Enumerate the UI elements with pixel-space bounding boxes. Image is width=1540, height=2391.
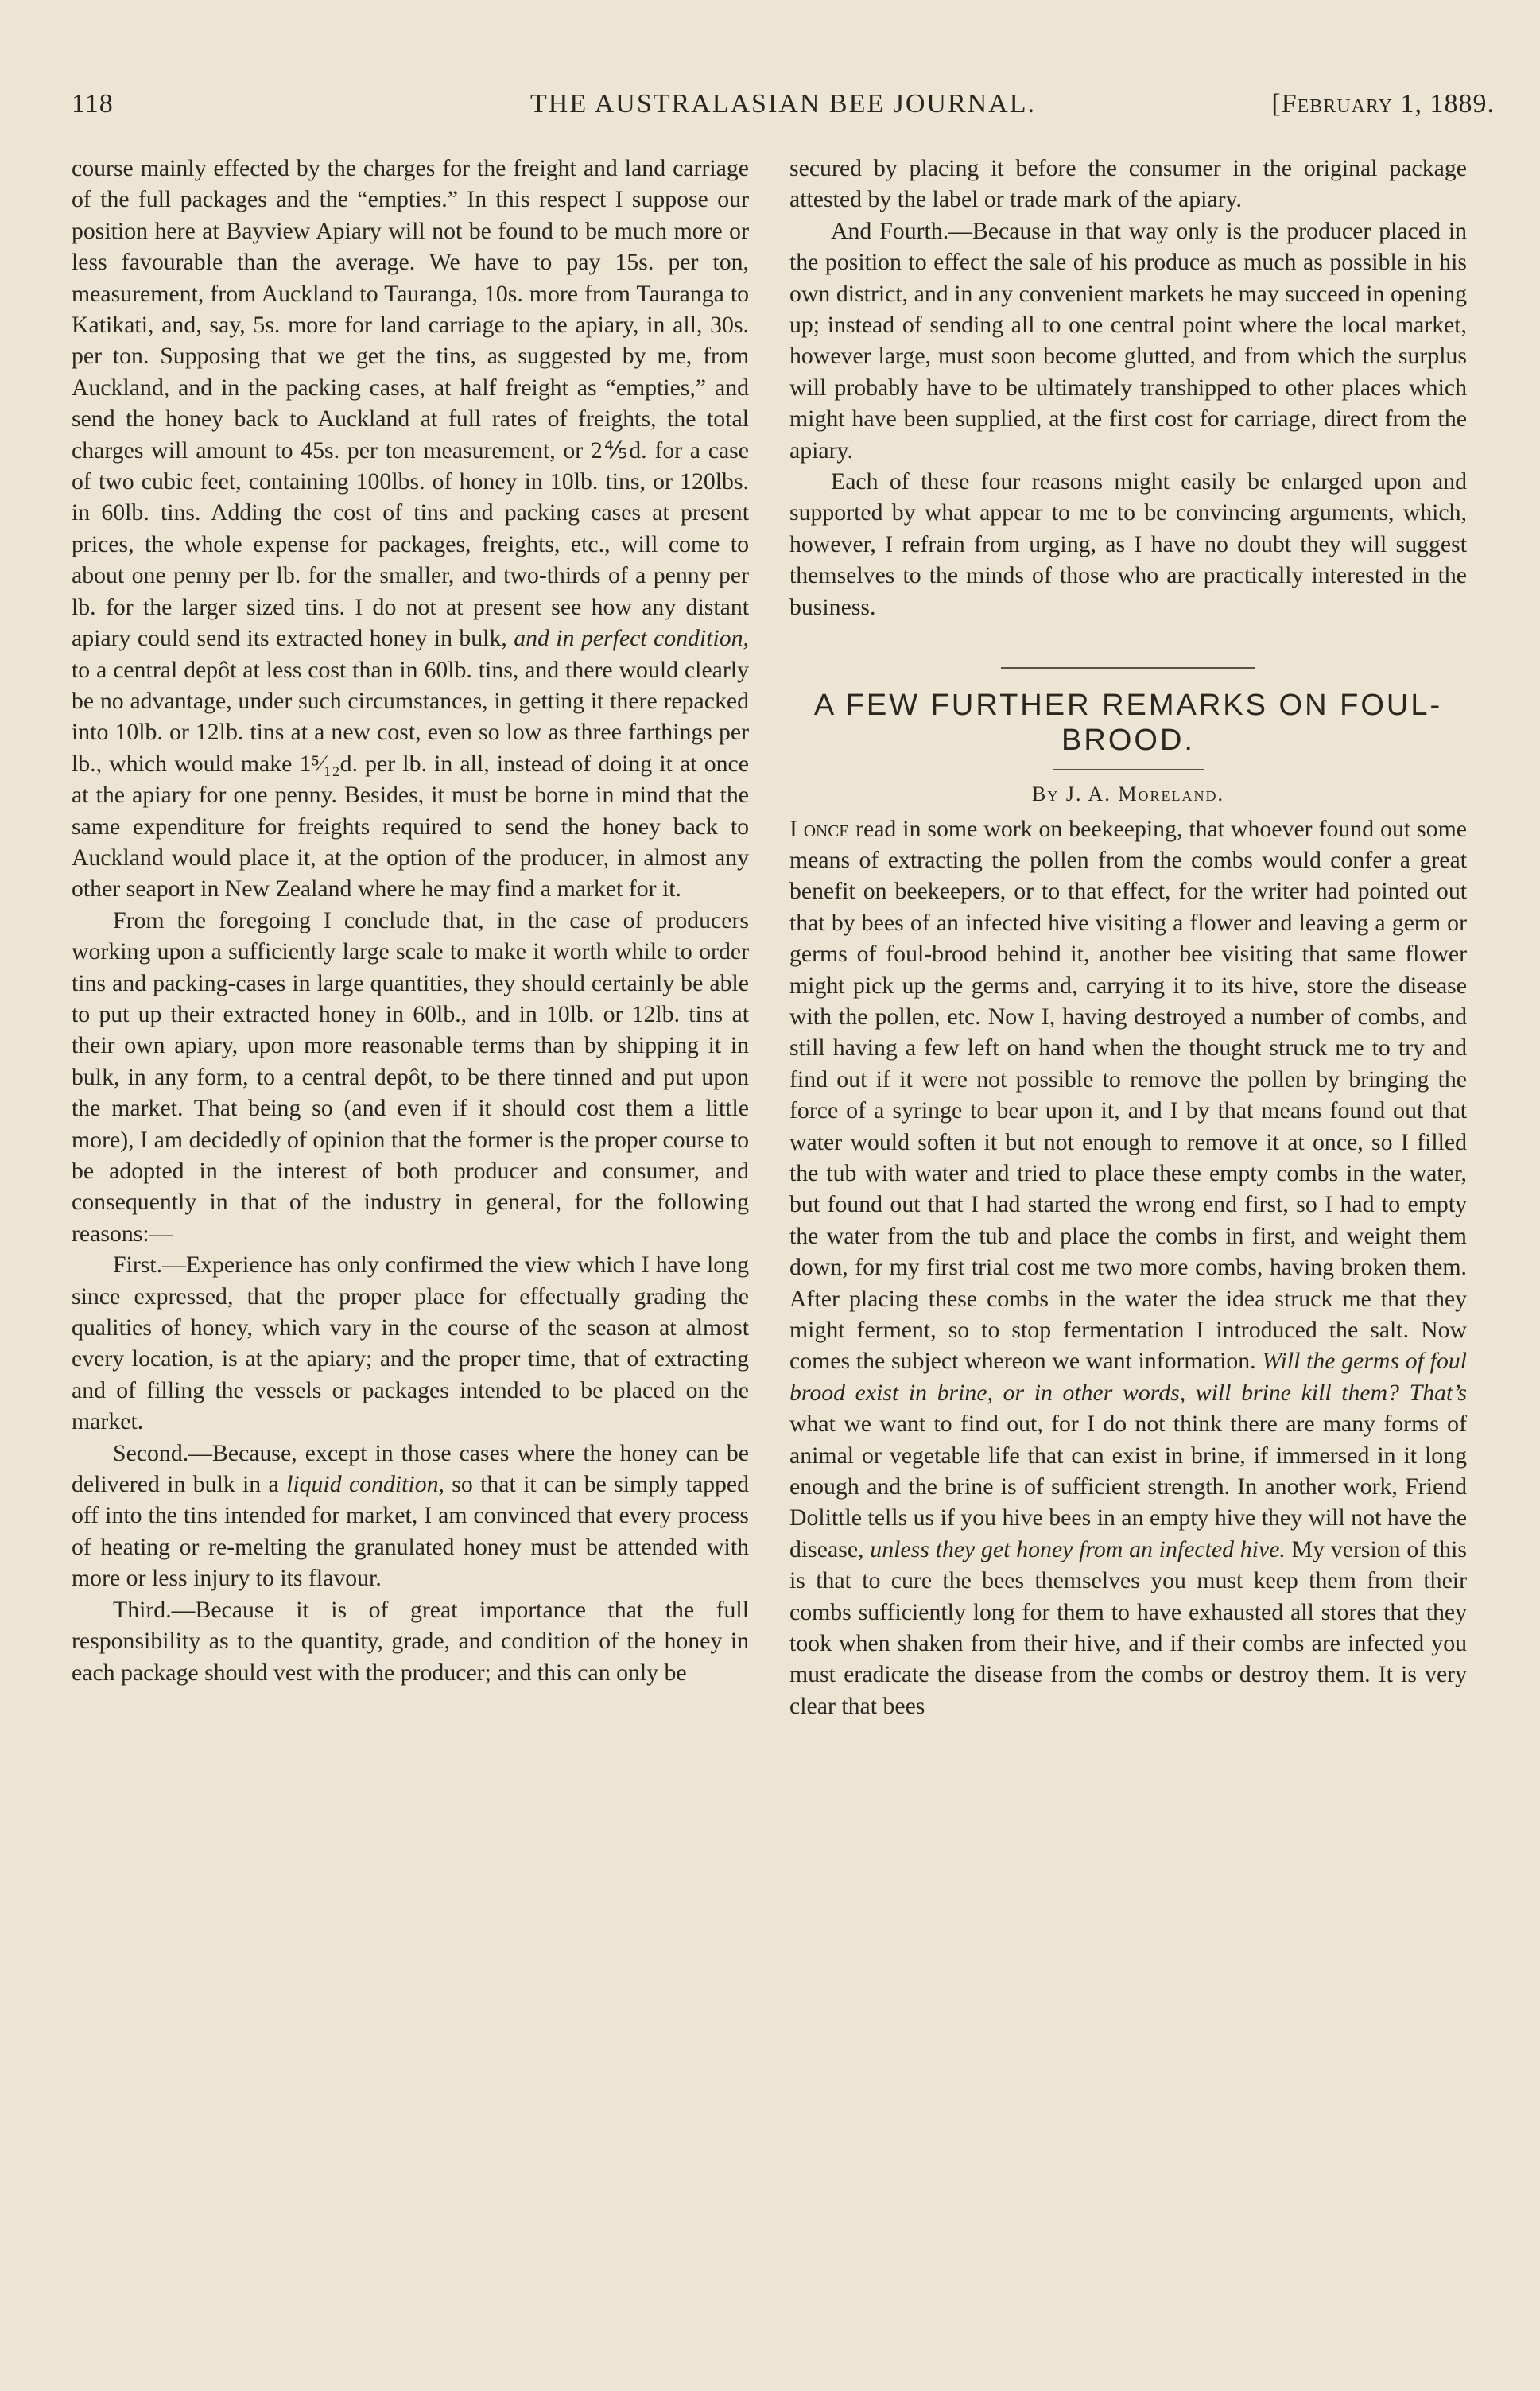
paragraph: course mainly effected by the charges for the freight and land carriage of the full packages and the “empties.” In this respect I suppose our position here at Bayview Apiary will not be found to be much more or less favourable than the average. We have to pay 15s. per ton, measurement, from Auckland to Tauranga, 10s. more from Tauranga to Katikati, and, say, 5s. more for land carriage to the apiary, in all, 30s. per ton. Supposing that we get the tins, as suggested by me, from Auckland, and in the packing cases, at half freight as “empties,” and send the honey back to Auckland at full rates of freights, the total charges will amount to 45s. per ton measurement, or 2⅘d. for a case of two cubic feet, containing 100lbs. of honey in 10lb. tins, or 120lbs. in 60lb. tins. Adding the cost of tins and packing cases at present prices, the whole expense for packages, freights, etc., will come to about one penny per lb. for the smaller, and two-thirds of a penny per lb. for the larger sized tins. I do not at present see how any distant apiary could send its extracted honey in bulk, and in perfect condition, to a central depôt at less cost than in 60lb. tins, and there would clearly be no advantage, under such circumstances, in getting it there repacked into 10lb. or 12lb. tins at a new cost, even so low as three farthings per lb., which would make 1⁵⁄₁₂d. per lb. in all, instead of doing it at once at the apiary for one penny. Besides, it must be borne in mind that the same expenditure for freights required to send the honey back to Auckland would place it, at the option of the producer, in almost any other seaport in New Zealand where he may find a market for it.: [72, 155, 749, 902]
paragraph: Third.—Because it is of great importance that the full responsibility as to the quantity, grade, and condition of the honey in each package should vest with the producer; and this can only be: [72, 1596, 749, 1686]
right-column: [789, 153, 1467, 1721]
paragraph: First.—Experience has only confirmed the view which I have long since expressed, that the proper place for effectually grading the qualities of honey, which vary in the course of the season at almost every location, is at the apiary; and the proper time, that of extracting and of filling the vessels or packages intended to be placed on the market.: [72, 1252, 749, 1435]
paragraph: Second.—Because, except in those cases where the honey can be delivered in bulk in a liquid condition, so that it can be simply tapped off into the tins intended for market, I am convinced that every process of heating or re-melting the granulated honey must be attended with more or less injury to its flavour.: [72, 1439, 750, 1592]
italic-phrase: That’s: [1409, 1379, 1467, 1406]
paragraph: And Fourth.—Because in that way only is the producer placed in the position to effect the sale of his produce as much as possible in his own district, and in any convenient markets he may succeed in opening up; instead of sending all to one central point where the local market, however large, must soon become glutted, and from which the surplus will probably have to be ultimately transhipped to other places which might have been supplied, at the first cost for carriage, direct from the apiary.: [789, 217, 1467, 464]
italic-phrase: unless they get honey from an infected hive.: [870, 1535, 1286, 1562]
paragraph: secured by placing it before the consumer in the original package attested by the label or trade mark of the apiary.: [789, 155, 1467, 213]
journal-title: THE AUSTRALASIAN BEE JOURNAL.: [530, 89, 1036, 118]
paragraph: Each of these four reasons might easily be enlarged upon and supported by what appear to me to be convincing arguments, which, however, I refrain from urging, as I have no doubt they will suggest themselves to the minds of those who are practically interested in the business.: [789, 468, 1467, 620]
article-title: A FEW FURTHER REMARKS ON FOUL-BROOD.: [813, 689, 1443, 758]
italic-phrase: liquid condition,: [286, 1471, 444, 1498]
issue-date: [February 1, 1889.: [1271, 89, 1495, 118]
italic-phrase: and in perfect condition,: [514, 625, 749, 652]
running-header: [72, 89, 1495, 129]
left-column: [72, 153, 749, 1688]
article-body: I once read in some work on beekeeping, that whoever found out some means of extracting the pollen from the combs would confer a great benefit on beekeepers, or to that effect, for the writer had pointed out that by bees of an infected hive visiting a flower and leaving a germ or germs of foul-brood behind it, another bee visiting that same flower might pick up the germs and, carrying it to its hive, store the disease with the pollen, etc. Now I, having destroyed a number of combs, and still having a few left on hand when the thought struck me to try and find out if it were not possible to remove the pollen by bringing the force of a syringe to bear upon it, and I by that means found out that water would soften it but not enough to remove it at once, so I filled the tub with water and tried to place these empty combs in the water, but found out that I had started the wrong end first, so I had to empty the water from the tub and place the combs in first, and weight them down, for my first trial cost me two more combs, having broken them. After placing these combs in the water the idea struck me that they might ferment, so to stop fermentation I introduced the salt. Now comes the subject whereon we want information. Will the germs of foul brood exist in brine, or in other words, will brine kill them? That’s what we want to find out, for I do not think there are many forms of animal or vegetable life that can exist in brine, if immersed in it long enough and the brine is of sufficient strength. In another work, Friend Dolittle tells us if you hive bees in an empty hive they will not have the disease, unless they get honey from an infected hive. My version of this is that to cure the bees themselves you must keep them from their combs sufficiently long for them to have exhausted all stores that they took when shaken from their hive, and if their combs are infected you must eradicate the disease from the combs or destroy them. It is very clear that bees: [789, 815, 1468, 1719]
paragraph: From the foregoing I conclude that, in the case of producers working upon a sufficiently large scale to make it worth while to order tins and packing-cases in large quantities, they should certainly be able to put up their extracted honey in 60lb., and in 10lb. or 12lb. tins at their own apiary, upon more reasonable terms than by shipping it in bulk, in any form, to a central depôt, to be there tinned and put upon the market. That being so (and even if it should cost them a little more), I am decidedly of opinion that the former is the proper course to be adopted in the interest of both producer and consumer, and consequently in that of the industry in general, for the following reasons:—: [72, 906, 749, 1247]
article-byline: By J. A. Moreland.: [1032, 782, 1224, 806]
italic-phrase: Will the germs of foul brood exist in brine, or in other words, will brine kill them?: [789, 1348, 1468, 1406]
page-number: 118: [72, 89, 114, 118]
lead-in: I once: [789, 815, 850, 842]
